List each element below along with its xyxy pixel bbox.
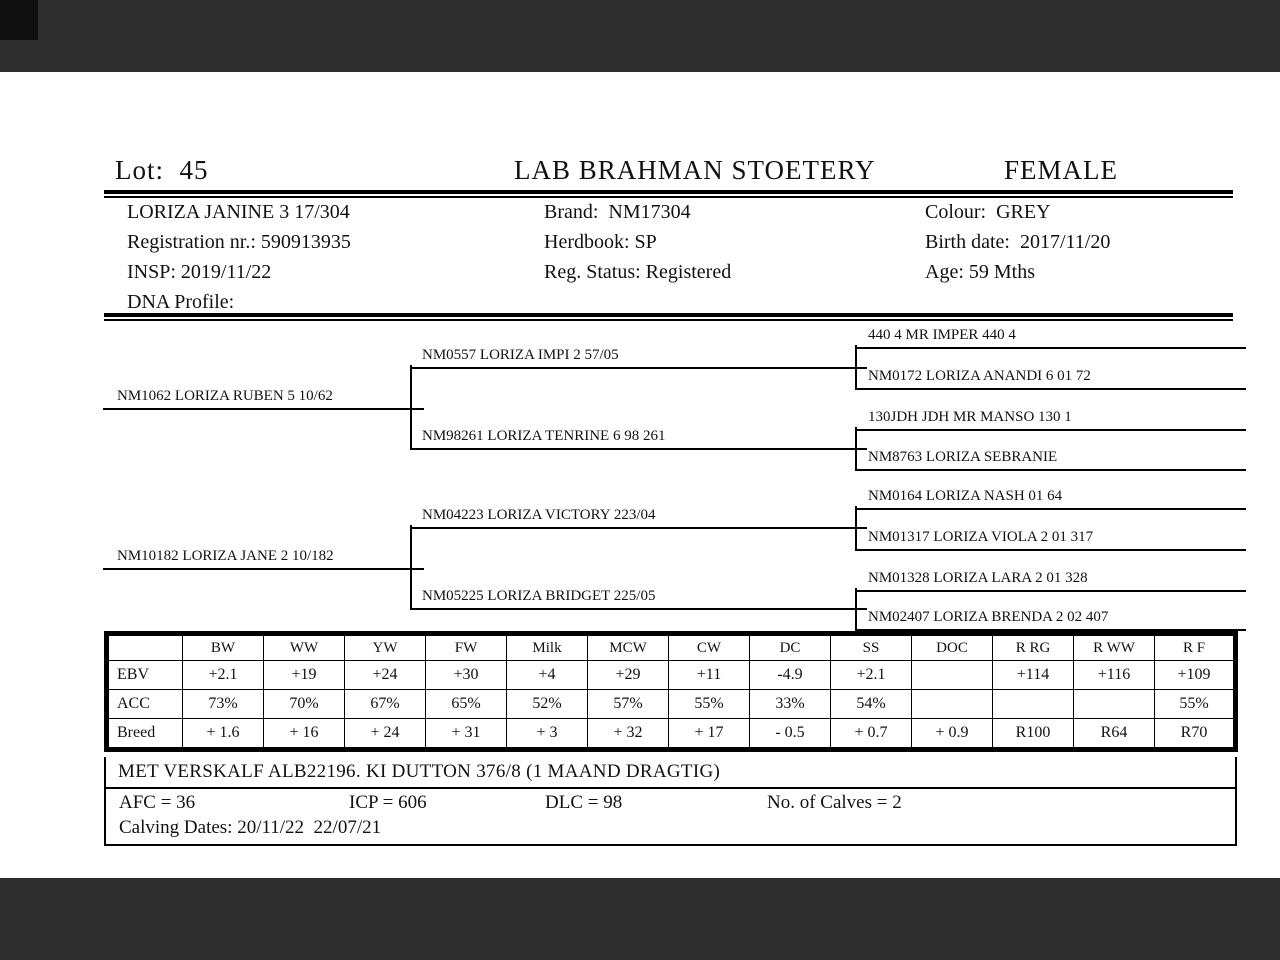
table-header-cell: DC <box>750 634 831 661</box>
ebv-header-row <box>107 634 1236 661</box>
pedigree-connector <box>410 365 412 448</box>
age: Age: 59 Mths <box>925 261 1035 283</box>
table-cell: -4.9 <box>750 661 831 690</box>
table-cell: +116 <box>1074 661 1155 690</box>
table-cell: + 32 <box>588 719 669 750</box>
table-cell: 67% <box>345 690 426 719</box>
pedigree-great-grandparent: NM0172 LORIZA ANANDI 6 01 72 <box>855 366 1246 390</box>
icp-value: ICP = 606 <box>349 792 427 813</box>
bottom-dark-bar <box>0 878 1280 960</box>
pedigree-connector <box>855 427 857 469</box>
table-cell: + 31 <box>426 719 507 750</box>
table-cell: 55% <box>669 690 750 719</box>
table-cell: +2.1 <box>183 661 264 690</box>
table-header-cell: WW <box>264 634 345 661</box>
table-header-cell: R WW <box>1074 634 1155 661</box>
table-cell: 73% <box>183 690 264 719</box>
table-cell: +2.1 <box>831 661 912 690</box>
calves-count: No. of Calves = 2 <box>767 792 902 813</box>
table-cell: +109 <box>1155 661 1236 690</box>
pedigree-great-grandparent: NM01328 LORIZA LARA 2 01 328 <box>855 568 1246 592</box>
table-cell <box>912 690 993 719</box>
pedigree-connector <box>855 588 857 629</box>
pedigree-great-grandparent: NM0164 LORIZA NASH 01 64 <box>855 486 1246 510</box>
table-cell: + 0.7 <box>831 719 912 750</box>
pedigree-connector <box>410 525 412 608</box>
herdbook: Herdbook: SP <box>544 231 657 253</box>
table-cell: 33% <box>750 690 831 719</box>
table-cell <box>912 661 993 690</box>
table-cell: - 0.5 <box>750 719 831 750</box>
top-dark-bar <box>0 0 1280 72</box>
pedigree-dam-sire: NM04223 LORIZA VICTORY 223/04 <box>410 505 867 529</box>
table-header-cell: R F <box>1155 634 1236 661</box>
table-header-cell: MCW <box>588 634 669 661</box>
afc-value: AFC = 36 <box>119 792 196 813</box>
table-cell: + 16 <box>264 719 345 750</box>
table-cell: 65% <box>426 690 507 719</box>
table-header-cell <box>107 634 183 661</box>
pedigree-great-grandparent: 130JDH JDH MR MANSO 130 1 <box>855 407 1246 431</box>
table-cell <box>993 690 1074 719</box>
pedigree-great-grandparent: NM02407 LORIZA BRENDA 2 02 407 <box>855 607 1246 631</box>
table-cell: 70% <box>264 690 345 719</box>
table-cell: 52% <box>507 690 588 719</box>
table-cell: R100 <box>993 719 1074 750</box>
table-cell: +114 <box>993 661 1074 690</box>
remark-line: MET VERSKALF ALB22196. KI DUTTON 376/8 (1 MAAND DRAGTIG) <box>106 757 1235 789</box>
row-label: EBV <box>107 661 183 690</box>
pedigree-connector <box>855 506 857 549</box>
pedigree-sire-sire: NM0557 LORIZA IMPI 2 57/05 <box>410 345 867 369</box>
pedigree-sire-dam: NM98261 LORIZA TENRINE 6 98 261 <box>410 426 867 450</box>
table-cell: + 24 <box>345 719 426 750</box>
acc-row <box>107 690 1236 719</box>
ebv-row <box>107 661 1236 690</box>
double-rule-top <box>104 190 1233 198</box>
table-cell: +19 <box>264 661 345 690</box>
sex-label: FEMALE <box>1004 155 1118 185</box>
table-cell: 57% <box>588 690 669 719</box>
dlc-value: DLC = 98 <box>545 792 623 813</box>
colour: Colour: GREY <box>925 201 1051 223</box>
dna-profile-label: DNA Profile: <box>127 291 235 313</box>
double-rule-info <box>104 313 1233 321</box>
table-header-cell: DOC <box>912 634 993 661</box>
brand: Brand: NM17304 <box>544 201 691 223</box>
row-label: Breed <box>107 719 183 750</box>
table-cell: +24 <box>345 661 426 690</box>
scan-artifact <box>0 0 38 40</box>
table-cell: +30 <box>426 661 507 690</box>
registration-number: Registration nr.: 590913935 <box>127 231 351 253</box>
table-header-cell: Milk <box>507 634 588 661</box>
calving-dates: Calving Dates: 20/11/22 22/07/21 <box>119 817 382 838</box>
breed-row <box>107 719 1236 750</box>
table-header-cell: BW <box>183 634 264 661</box>
table-cell: R70 <box>1155 719 1236 750</box>
notes-box <box>104 757 1237 846</box>
table-cell: +29 <box>588 661 669 690</box>
table-cell: +4 <box>507 661 588 690</box>
reg-status: Reg. Status: Registered <box>544 261 732 283</box>
table-cell: + 1.6 <box>183 719 264 750</box>
page-title: LAB BRAHMAN STOETERY <box>514 155 876 185</box>
pedigree-sire: NM1062 LORIZA RUBEN 5 10/62 <box>103 386 424 410</box>
table-header-cell: YW <box>345 634 426 661</box>
table-cell: 54% <box>831 690 912 719</box>
fertility-row <box>106 789 1235 817</box>
inspection-date: INSP: 2019/11/22 <box>127 261 272 283</box>
row-label: ACC <box>107 690 183 719</box>
table-cell: R64 <box>1074 719 1155 750</box>
birth-date: Birth date: 2017/11/20 <box>925 231 1111 253</box>
lot-label: Lot: 45 <box>115 155 209 185</box>
table-cell: 55% <box>1155 690 1236 719</box>
table-header-cell: R RG <box>993 634 1074 661</box>
pedigree-connector <box>855 345 857 388</box>
table-cell: + 17 <box>669 719 750 750</box>
table-header-cell: CW <box>669 634 750 661</box>
pedigree-great-grandparent: NM01317 LORIZA VIOLA 2 01 317 <box>855 527 1246 551</box>
animal-name: LORIZA JANINE 3 17/304 <box>127 201 350 223</box>
pedigree-great-grandparent: 440 4 MR IMPER 440 4 <box>855 325 1246 349</box>
table-header-cell: FW <box>426 634 507 661</box>
table-header-cell: SS <box>831 634 912 661</box>
table-cell: + 0.9 <box>912 719 993 750</box>
pedigree-dam: NM10182 LORIZA JANE 2 10/182 <box>103 546 424 570</box>
pedigree-dam-dam: NM05225 LORIZA BRIDGET 225/05 <box>410 586 867 610</box>
table-cell <box>1074 690 1155 719</box>
pedigree-great-grandparent: NM8763 LORIZA SEBRANIE <box>855 447 1246 471</box>
table-cell: +11 <box>669 661 750 690</box>
ebv-table <box>104 631 1238 752</box>
table-cell: + 3 <box>507 719 588 750</box>
